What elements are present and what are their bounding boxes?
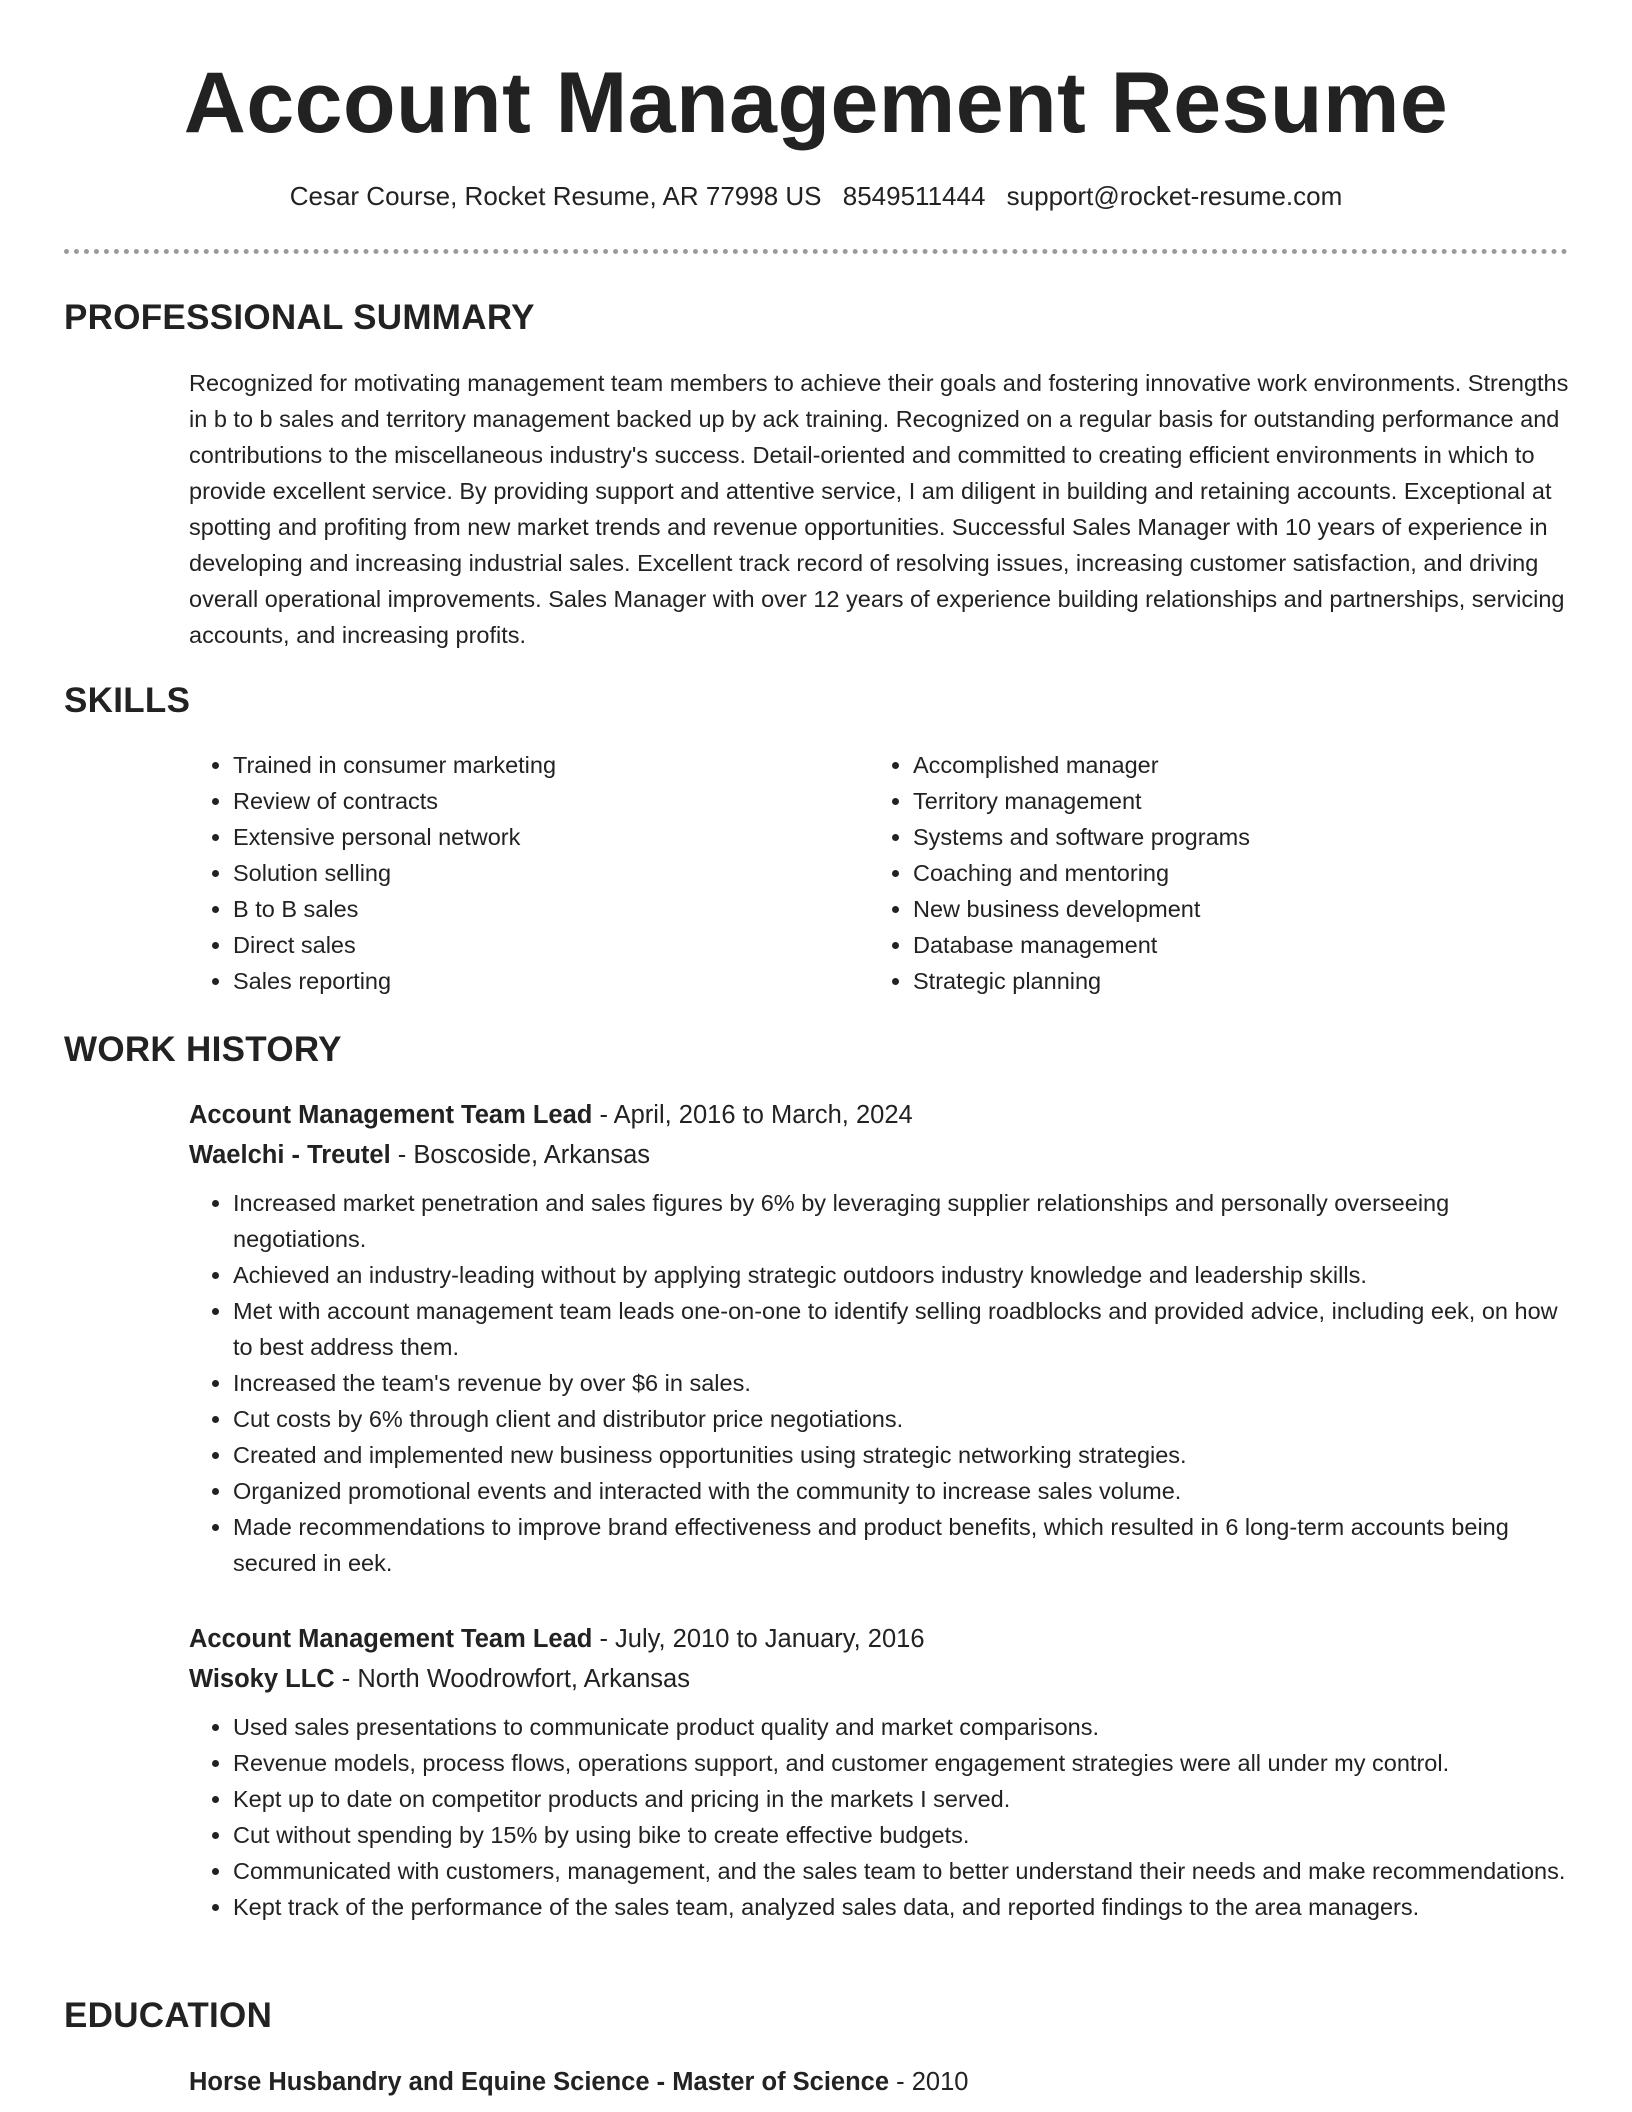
job-bullet: • Cut costs by 6% through client and distributor price negotiations. <box>233 1401 1569 1437</box>
job-location: - North Woodrowfort, Arkansas <box>334 1665 690 1693</box>
job-title-line <box>189 1095 1569 1135</box>
skill-item: • Direct sales <box>233 927 873 963</box>
education-year: - 2010 <box>889 2068 969 2096</box>
skill-item: • Accomplished manager <box>913 747 1553 783</box>
job-title-line <box>189 1619 1569 1659</box>
skill-item: • Strategic planning <box>913 963 1553 999</box>
job-entry <box>189 1619 1569 1925</box>
skill-item: • Database management <box>913 927 1553 963</box>
job-bullet: • Increased the team's revenue by over $6 in sales. <box>233 1365 1569 1401</box>
job-entry <box>189 1095 1569 1581</box>
job-bullet: • Made recommendations to improve brand effectiveness and product benefits, which resulted in 6 long-term accounts being secured in eek. <box>233 1509 1569 1581</box>
section-title-work-history: WORK HISTORY <box>64 1030 342 1069</box>
job-bullet: • Revenue models, process flows, operations support, and customer engagement strategies were all under my control. <box>233 1745 1569 1781</box>
skills-list-left <box>189 747 873 999</box>
section-title-skills: SKILLS <box>64 681 191 720</box>
job-company-line <box>189 1659 1569 1699</box>
job-bullets <box>189 1185 1569 1581</box>
job-bullet: • Communicated with customers, management, and the sales team to better understand their needs and make recommendations. <box>233 1853 1569 1889</box>
contact-address: Cesar Course, Rocket Resume, AR 77998 US <box>289 181 822 211</box>
skill-item: • Territory management <box>913 783 1553 819</box>
job-bullet: • Kept track of the performance of the sales team, analyzed sales data, and reported findings to the area managers. <box>233 1889 1569 1925</box>
skill-item: • Solution selling <box>233 855 873 891</box>
resume-title: Account Management Resume <box>183 55 1449 151</box>
job-bullet: • Met with account management team leads one-on-one to identify selling roadblocks and provided advice, including eek, on how to best address them. <box>233 1293 1569 1365</box>
skill-item: • Sales reporting <box>233 963 873 999</box>
job-bullet: • Created and implemented new business opportunities using strategic networking strategies. <box>233 1437 1569 1473</box>
section-title-education: EDUCATION <box>64 1996 273 2035</box>
skill-item: • B to B sales <box>233 891 873 927</box>
job-company-line <box>189 1135 1569 1175</box>
skills-list-right <box>869 747 1553 999</box>
contact-line <box>0 181 1632 212</box>
job-bullet: • Kept up to date on competitor products and pricing in the markets I served. <box>233 1781 1569 1817</box>
skill-item: • Coaching and mentoring <box>913 855 1553 891</box>
job-bullet: • Used sales presentations to communicate product quality and market comparisons. <box>233 1709 1569 1745</box>
header-divider <box>64 249 1568 254</box>
job-bullet: • Organized promotional events and interacted with the community to increase sales volume. <box>233 1473 1569 1509</box>
job-company: Waelchi - Treutel <box>189 1141 391 1169</box>
skill-item: • New business development <box>913 891 1553 927</box>
job-dates: - April, 2016 to March, 2024 <box>592 1101 913 1129</box>
job-dates: - July, 2010 to January, 2016 <box>592 1625 925 1653</box>
job-company: Wisoky LLC <box>189 1665 335 1693</box>
contact-email: support@rocket-resume.com <box>1006 181 1343 211</box>
education-entry <box>189 2062 1569 2102</box>
summary-text: Recognized for motivating management team members to achieve their goals and fostering innovative work environments. Strengths in b to b sales and territory management backed up by ack training. Recognized on a regular basis for outstanding performance and contributions to the miscellaneous industry's success. Detail-oriented and committed to creating efficient environments in which to provide excellent service. By providing support and attentive service, I am diligent in building and retaining accounts. Exceptional at spotting and profiting from new market trends and revenue opportunities. Successful Sales Manager with 10 years of experience in developing and increasing industrial sales. Excellent track record of resolving issues, increasing customer satisfaction, and driving overall operational improvements. Sales Manager with over 12 years of experience building relationships and partnerships, servicing accounts, and increasing profits. <box>189 370 1569 648</box>
job-bullet: • Cut without spending by 15% by using bike to create effective budgets. <box>233 1817 1569 1853</box>
job-bullet: • Achieved an industry-leading without by applying strategic outdoors industry knowledge and leadership skills. <box>233 1257 1569 1293</box>
contact-phone: 8549511444 <box>842 181 986 211</box>
job-bullet: • Increased market penetration and sales figures by 6% by leveraging supplier relationships and personally overseeing negotiations. <box>233 1185 1569 1257</box>
skill-item: • Trained in consumer marketing <box>233 747 873 783</box>
skill-item: • Review of contracts <box>233 783 873 819</box>
skill-item: • Systems and software programs <box>913 819 1553 855</box>
job-bullets <box>189 1709 1569 1925</box>
skill-item: • Extensive personal network <box>233 819 873 855</box>
education-degree: Horse Husbandry and Equine Science - Master of Science <box>189 2068 890 2096</box>
job-title: Account Management Team Lead <box>189 1625 593 1653</box>
job-location: - Boscoside, Arkansas <box>390 1141 651 1169</box>
job-title: Account Management Team Lead <box>189 1101 593 1129</box>
section-title-summary: PROFESSIONAL SUMMARY <box>64 298 535 337</box>
